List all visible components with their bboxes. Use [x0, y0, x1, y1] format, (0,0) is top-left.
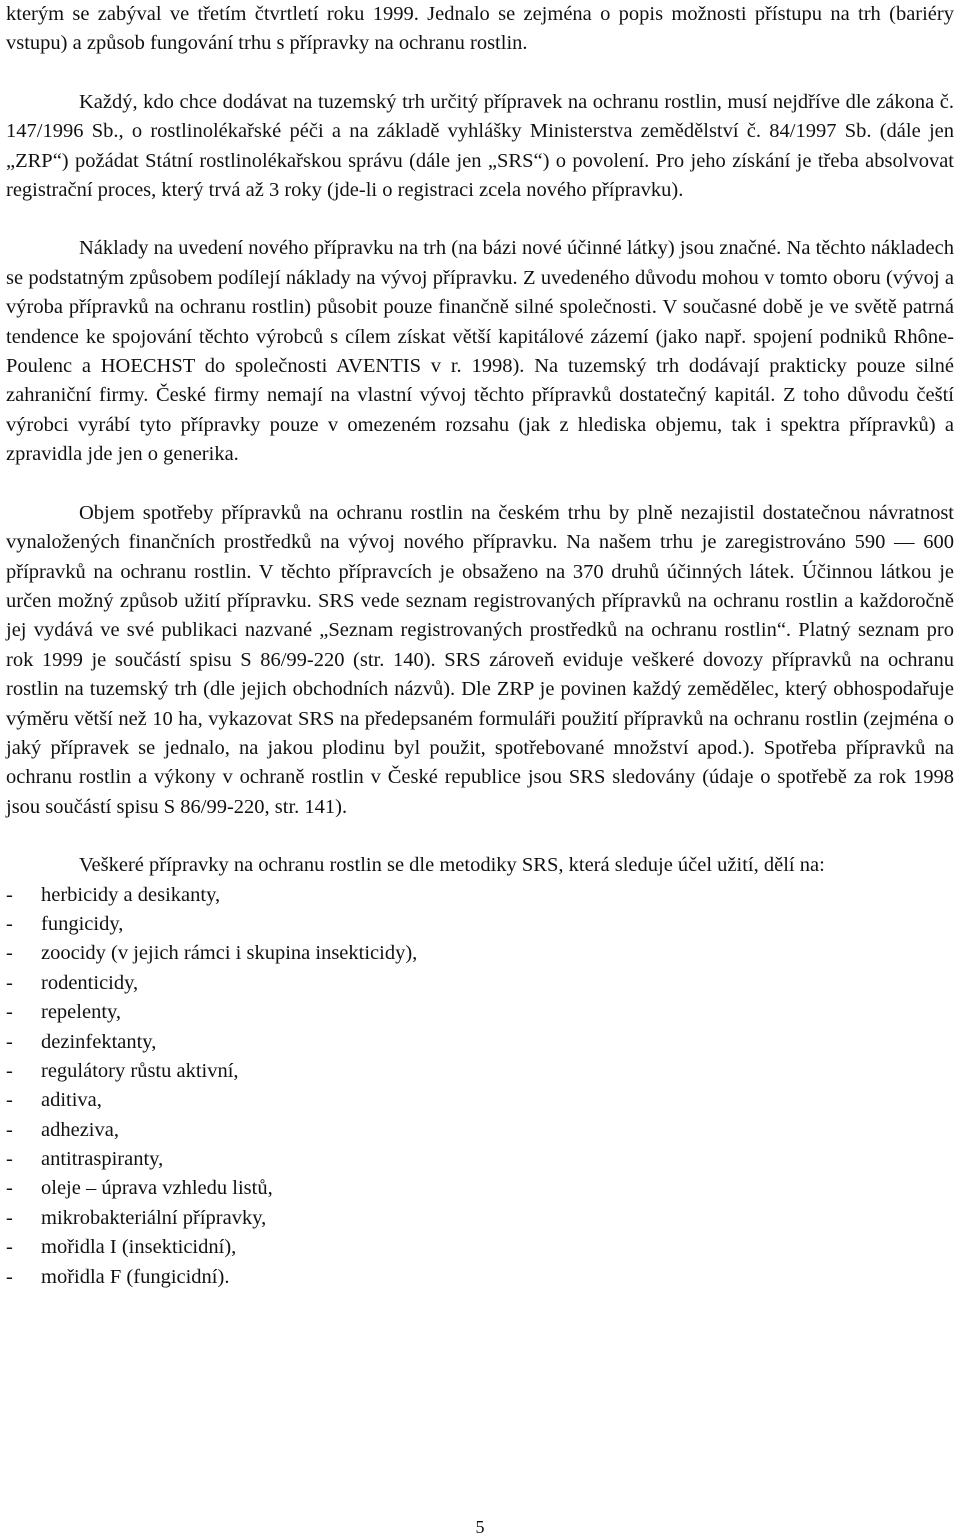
list-item-text: adheziva, — [41, 1118, 119, 1141]
list-item — [6, 939, 954, 968]
list-item — [6, 969, 954, 998]
paragraph-costs: Náklady na uvedení nového přípravku na trh (na bázi nové účinné látky) jsou značné. Na těchto nákladech se podstatným způsobem podílejí náklady na vývoj přípravku. Z uvedeného důvodu mohou v tomto oboru (vývoj a výroba přípravků na ochranu rostlin) působit pouze finančně silné společnosti. V současné době je ve světě patrná tendence ke spojování těchto výrobců s cílem získat větší kapitálové zázemí (jako např. spojení podniků Rhône-Poulenc a HOECHST do společnosti AVENTIS v r. 1998). Na tuzemský trh dodávají prakticky pouze silné zahraniční firmy. České firmy nemají na vlastní vývoj těchto přípravků dostatečný kapitál. Z toho důvodu čeští výrobci vyrábí tyto přípravky pouze v omezeném rozsahu (jak z hlediska objemu, tak i spektra přípravků) a zpravidla jde jen o generika. — [6, 237, 954, 466]
list-item — [6, 1057, 954, 1086]
list-dash: - — [6, 1001, 13, 1024]
list-item — [6, 1174, 954, 1203]
paragraph-classification-intro: Veškeré přípravky na ochranu rostlin se dle metodiky SRS, která sleduje účel užití, dělí na: — [79, 854, 825, 877]
list-item-text: mořidla I (insekticidní), — [41, 1236, 237, 1259]
list-item — [6, 881, 954, 910]
list-dash: - — [6, 971, 13, 994]
list-dash: - — [6, 942, 13, 965]
list-item — [6, 1204, 954, 1233]
page-number: 5 — [475, 1517, 485, 1537]
list-item-text: rodenticidy, — [41, 971, 139, 994]
list-dash: - — [6, 912, 13, 935]
list-dash: - — [6, 1059, 13, 1082]
list-item-text: oleje – úprava vzhledu listů, — [41, 1177, 273, 1200]
list-item — [6, 910, 954, 939]
list-item-text: repelenty, — [41, 1001, 122, 1024]
list-dash: - — [6, 1206, 13, 1229]
list-dash: - — [6, 1118, 13, 1141]
paragraph-gap — [6, 470, 954, 499]
paragraph-registration: Každý, kdo chce dodávat na tuzemský trh určitý přípravek na ochranu rostlin, musí nejdříve dle zákona č. 147/1996 Sb., o rostlinolékařské péči a na základě vyhlášky Ministerstva zemědělství č. 84/1997 Sb. (dále jen „ZRP“) požádat Státní rostlinolékařskou správu (dále jen „SRS“) o povolení. Pro jeho získání je třeba absolvovat registrační proces, který trvá až 3 roky (jde-li o registraci zcela nového přípravku). — [6, 90, 954, 202]
list-dash: - — [6, 1236, 13, 1259]
list-item — [6, 998, 954, 1027]
list-item-text: regulátory růstu aktivní, — [41, 1059, 239, 1082]
paragraph-gap — [6, 59, 954, 88]
paragraph-consumption: Objem spotřeby přípravků na ochranu rostlin na českém trhu by plně nezajistil dostatečnou návratnost vynaložených finančních prostředků na vývoj nového přípravku. Na našem trhu je zaregistrováno 590 — 600 přípravků na ochranu rostlin. V těchto přípravcích je obsaženo na 370 druhů účinných látek. Účinnou látkou je určen možný způsob užití přípravku. SRS vede seznam registrovaných přípravků na ochranu rostlin a každoročně jej vydává ve své publikaci nazvané „Seznam registrovaných prostředků na ochranu rostlin“. Platný seznam pro rok 1999 je součástí spisu S 86/99-220 (str. 140). SRS zároveň eviduje veškeré dovozy přípravků na ochranu rostlin na tuzemský trh (dle jejich obchodních názvů). Dle ZRP je povinen každý zemědělec, který obhospodařuje výměru větší než 10 ha, vykazovat SRS na předepsaném formuláři použití přípravků na ochranu rostlin (zejména o jaký přípravek se jednalo, na jakou plodinu byl použit, spotřebované množství apod.). Spotřeba přípravků na ochranu rostlin a výkony v ochraně rostlin v České republice jsou SRS sledovány (údaje o spotřebě za rok 1998 jsou součástí spisu S 86/99-220, str. 141). — [6, 501, 954, 818]
list-item-text: zoocidy (v jejich rámci i skupina insekticidy), — [41, 942, 418, 965]
list-item — [6, 1263, 954, 1292]
list-item — [6, 1116, 954, 1145]
list-item-text: herbicidy a desikanty, — [41, 883, 221, 906]
list-dash: - — [6, 1089, 13, 1112]
list-item — [6, 1086, 954, 1115]
list-item-text: dezinfektanty, — [41, 1030, 157, 1053]
list-item — [6, 1145, 954, 1174]
list-dash: - — [6, 1030, 13, 1053]
list-item-text: antitraspiranty, — [41, 1148, 164, 1171]
paragraph-gap — [6, 205, 954, 234]
classification-list — [6, 881, 954, 1292]
list-item-text: mořidla F (fungicidní). — [41, 1265, 230, 1288]
list-dash: - — [6, 883, 13, 906]
paragraph-gap — [6, 822, 954, 851]
paragraph-continuation: kterým se zabýval ve třetím čtvrtletí roku 1999. Jednalo se zejména o popis možnosti přístupu na trh (bariéry vstupu) a způsob fungování trhu s přípravky na ochranu rostlin. — [6, 3, 954, 55]
list-item-text: aditiva, — [41, 1089, 102, 1112]
list-dash: - — [6, 1148, 13, 1171]
list-dash: - — [6, 1265, 13, 1288]
list-item-text: mikrobakteriální přípravky, — [41, 1206, 267, 1229]
list-item-text: fungicidy, — [41, 912, 124, 935]
document-page — [6, 0, 954, 1292]
list-item — [6, 1028, 954, 1057]
list-item — [6, 1233, 954, 1262]
list-dash: - — [6, 1177, 13, 1200]
